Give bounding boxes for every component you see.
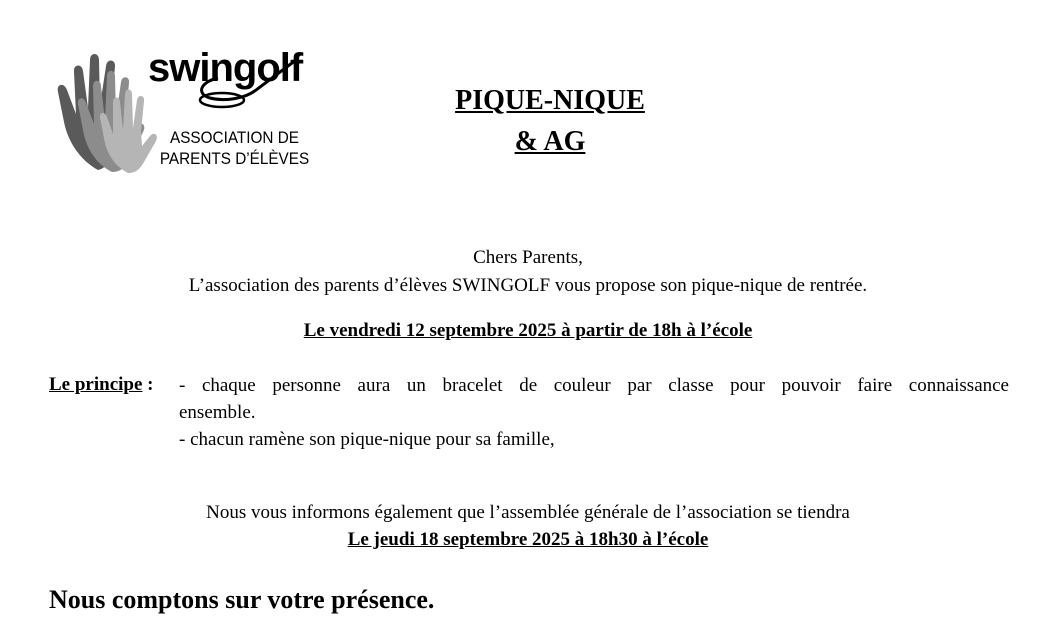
picnic-date: Le vendredi 12 septembre 2025 à partir de 18h à l’école: [303, 320, 753, 341]
picnic-date-wrap: [0, 321, 1044, 340]
principe-item-1-line-1: - chaque personne aura un bracelet de couleur par classe pour pouvoir faire connaissance: [179, 375, 1009, 396]
principe-label: Le principe: [49, 374, 143, 395]
ag-info: Nous vous informons également que l’assemblée générale de l’association se tiendra: [206, 502, 850, 523]
intro-text: L’association des parents d’élèves SWINGOLF vous propose son pique-nique de rentrée.: [188, 275, 868, 296]
logo-text-line-1: ASSOCIATION DE: [170, 128, 299, 147]
ag-date-wrap: [0, 530, 1044, 549]
document-title-line-1: PIQUE-NIQUE: [455, 85, 645, 116]
ag-date: Le jeudi 18 septembre 2025 à 18h30 à l’école: [347, 529, 709, 550]
logo-text-line-2: PARENTS D’ÉLÈVES: [159, 149, 310, 168]
document-title-line-2: & AG: [514, 126, 586, 157]
association-logo: [50, 42, 340, 177]
principe-label-wrap: [49, 375, 154, 394]
principe-colon: :: [142, 374, 154, 395]
principe-item-2: - chacun ramène son pique-nique pour sa famille,: [179, 429, 555, 450]
closing-text: Nous comptons sur votre présence.: [49, 585, 435, 614]
principe-item-1-line-2: ensemble.: [179, 402, 256, 423]
greeting: Chers Parents,: [473, 247, 583, 268]
logo-wordmark: swingolf: [148, 46, 303, 90]
